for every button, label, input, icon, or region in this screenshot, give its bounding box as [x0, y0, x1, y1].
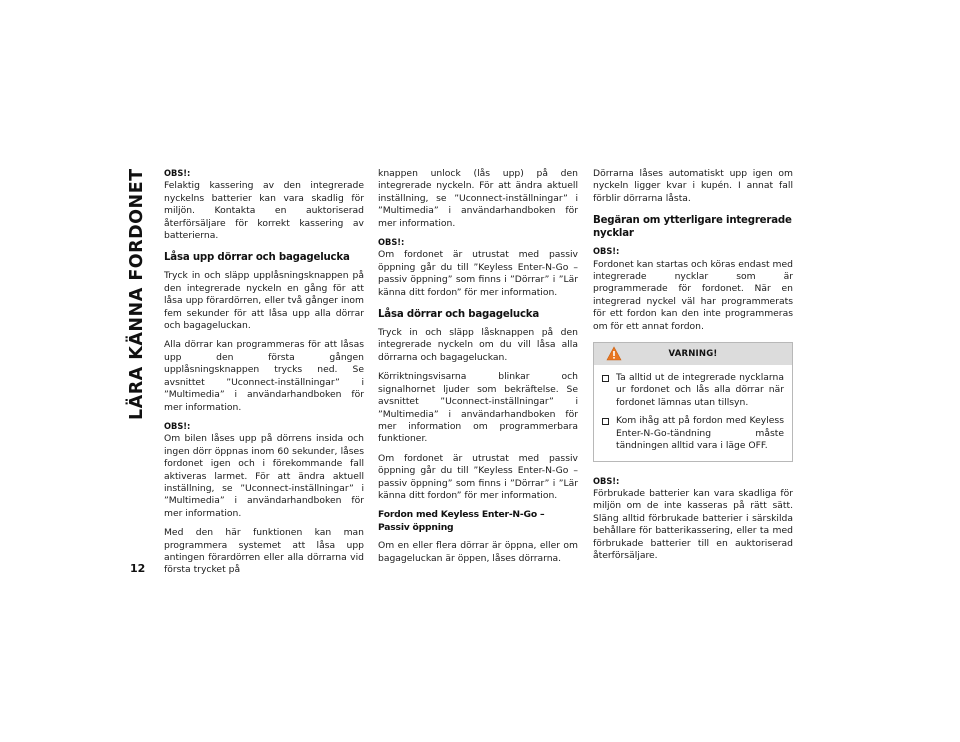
warning-triangle-icon — [606, 346, 622, 361]
square-bullet-icon — [602, 418, 609, 425]
chapter-title: LÄRA KÄNNA FORDONET — [127, 168, 147, 420]
warning-header — [594, 343, 792, 365]
note-label: OBS!: — [164, 420, 191, 432]
column-3 — [593, 168, 793, 562]
note-label: OBS!: — [593, 475, 620, 487]
note-label: OBS!: — [593, 246, 620, 258]
note-text: Om bilen låses upp på dörrens insida och ingen dörr öppnas inom 60 sekunder, låses fordonet igen och i förekommande fall aktiveras larmet. För att ändra aktuell inställning, se ”Uconnect-inställningar” i ”Multimedia” i användarhandboken för mer information. — [164, 433, 364, 519]
paragraph: Körriktningsvisarna blinkar och signalhornet ljuder som bekräftelse. Se avsnittet ”Uconnect-inställningar” i ”Multimedia” i användarhandboken för mer information om programmerbara funktioner. — [378, 371, 578, 445]
column-1 — [164, 168, 364, 577]
paragraph: Dörrarna låses automatiskt upp igen om nyckeln ligger kvar i kupén. I annat fall förblir dörrarna låsta. — [593, 168, 793, 204]
list-item — [602, 372, 784, 409]
section-heading: Begäran om ytterligare integrerade nycklar — [593, 215, 792, 240]
warning-list — [594, 365, 792, 460]
paragraph: Med den här funktionen kan man programmera systemet att låsa upp antingen förardörren eller alla dörrarna vid första trycket på — [164, 527, 364, 576]
warning-box — [593, 342, 793, 461]
note-text: Felaktig kassering av den integrerade nyckelns batterier kan vara skadlig för miljön. Kontakta en auktoriserad återförsäljare för korrekt kassering av batterierna. — [164, 180, 364, 242]
list-item-text: Ta alltid ut de integrerade nycklarna ur fordonet och lås alla dörrar när fordonet lämnas utan tillsyn. — [616, 372, 784, 408]
note-text: Fordonet kan startas och köras endast med integrerade nycklar som är programmerade för fordonet. När en integrerad nyckel väl har programmerats för ett fordon kan den inte programmeras om för ett annat fordon. — [593, 258, 793, 332]
note-label: OBS!: — [378, 237, 405, 249]
paragraph: Om en eller flera dörrar är öppna, eller om bagageluckan är öppen, låses dörrarna. — [378, 540, 578, 564]
page-number: 12 — [130, 562, 146, 575]
paragraph: Tryck in och släpp upplåsningsknappen på den integrerade nyckeln en gång för att låsa upp förardörren, eller två gånger inom fem sekunder för att låsa upp alla dörrar och bagageluckan. — [164, 270, 364, 332]
section-heading: Låsa upp dörrar och bagagelucka — [164, 252, 350, 264]
warning-label: VARNING! — [668, 349, 718, 360]
note-text: Förbrukade batterier kan vara skadliga för miljön om de inte kasseras på rätt sätt. Släng alltid förbrukade batterier i särskilda behållare för batterikassering, eller ta med förbrukade batterier till en auktoriserad återförsäljare. — [593, 487, 793, 561]
section-heading: Låsa dörrar och bagagelucka — [378, 309, 540, 321]
paragraph: Om fordonet är utrustat med passiv öppning går du till ”Keyless Enter-N-Go – passiv öppning” som finns i ”Dörrar” i ”Lär känna ditt fordon” för mer information. — [378, 452, 578, 501]
note-text: Om fordonet är utrustat med passiv öppning går du till ”Keyless Enter-N-Go – passiv öppning” som finns i ”Dörrar” i ”Lär känna ditt fordon” för mer information. — [378, 249, 578, 298]
paragraph: knappen unlock (lås upp) på den integrerade nyckeln. För att ändra aktuell inställning, se ”Uconnect-inställningar” i ”Multimedia” i användarhandboken för mer information. — [378, 168, 578, 229]
list-item — [602, 415, 784, 452]
paragraph: Alla dörrar kan programmeras för att låsas upp den första gången upplåsningsknappen trycks ned. Se avsnittet ”Uconnect-inställningar” i ”Multimedia” i användarhandboken för mer information. — [164, 339, 364, 413]
column-2 — [378, 168, 578, 565]
square-bullet-icon — [602, 375, 609, 382]
paragraph: Tryck in och släpp låsknappen på den integrerade nyckeln om du vill låsa alla dörrarna och bagageluckan. — [378, 327, 578, 363]
subsection-heading: Fordon med Keyless Enter-N-Go – Passiv öppning — [378, 509, 545, 533]
note-label: OBS!: — [164, 168, 191, 179]
list-item-text: Kom ihåg att på fordon med Keyless Enter-N-Go-tändning måste tändningen alltid vara i läge OFF. — [616, 415, 784, 452]
